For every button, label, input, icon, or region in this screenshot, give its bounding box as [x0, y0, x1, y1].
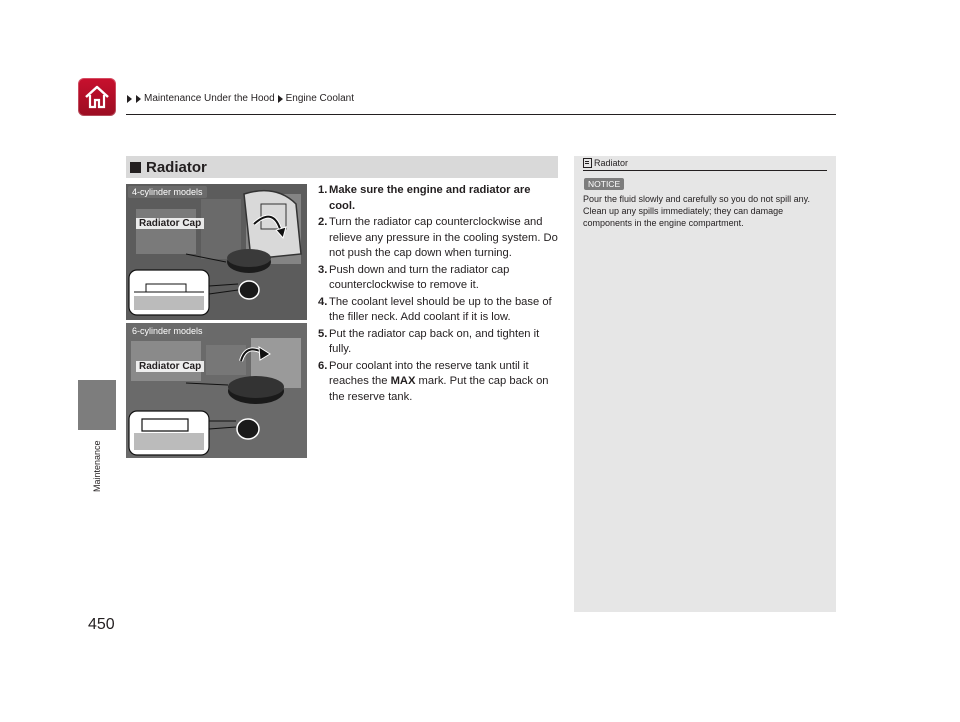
step-item: [318, 327, 558, 358]
page-number: 450: [88, 616, 115, 633]
reference-icon: [583, 158, 592, 168]
engine-illustration-6cyl: [126, 323, 307, 458]
step-number: 6.: [318, 359, 328, 372]
step-item: [318, 359, 558, 406]
breadcrumb-arrow-icon: [136, 95, 141, 103]
figure-6-cylinder: [126, 323, 307, 458]
step-text: [329, 359, 558, 406]
step-text: Make sure the engine and radiator are cool.: [329, 184, 531, 212]
section-square-icon: [130, 162, 141, 173]
step-number: 5.: [318, 327, 328, 340]
step-text: Push down and turn the radiator cap counterclockwise to remove it.: [329, 263, 510, 291]
figure-tag: 4-cylinder models: [128, 186, 207, 198]
step-text: Put the radiator cap back on, and tighten it fully.: [329, 327, 540, 355]
step-text-part: Pour coolant into the reserve tank until it reaches the: [329, 359, 529, 387]
section-title: Radiator: [146, 158, 207, 176]
breadcrumb: [126, 93, 354, 104]
step-item: [318, 295, 558, 326]
chapter-tab[interactable]: [78, 380, 116, 430]
max-mark-label: MAX: [390, 375, 416, 387]
home-button[interactable]: [78, 78, 116, 116]
breadcrumb-link-maintenance[interactable]: Maintenance Under the Hood: [144, 93, 275, 104]
chapter-label: Maintenance: [92, 440, 102, 492]
step-item: [318, 183, 558, 214]
callout-radiator-cap: Radiator Cap: [136, 218, 204, 229]
note-title[interactable]: [583, 158, 628, 168]
step-item: [318, 263, 558, 294]
header-divider: [126, 114, 836, 115]
procedure-steps: [318, 183, 558, 406]
step-text: Turn the radiator cap counterclockwise and relieve any pressure in the cooling system. Do not push the cap down when turning.: [329, 216, 558, 259]
engine-illustration-4cyl: [126, 184, 307, 320]
step-text: The coolant level should be up to the base of the filler neck. Add coolant if it is low.: [329, 295, 552, 323]
breadcrumb-arrow-icon: [278, 95, 283, 103]
note-title-text: Radiator: [594, 158, 629, 168]
breadcrumb-current[interactable]: Engine Coolant: [285, 93, 355, 104]
step-item: [318, 215, 558, 262]
callout-radiator-cap: Radiator Cap: [136, 361, 204, 372]
breadcrumb-arrow-icon: [127, 95, 132, 103]
step-number: 3.: [318, 263, 328, 276]
figure-tag: 6-cylinder models: [128, 325, 207, 337]
step-number: 1.: [318, 184, 328, 196]
notice-badge: NOTICE: [584, 178, 624, 190]
step-number: 2.: [318, 216, 328, 228]
notice-text: Pour the fluid slowly and carefully so you do not spill any. Clean up any spills immediately; they can damage components in the engine compartment.: [583, 194, 810, 228]
step-text-part: mark. Put the cap back on the reserve tank.: [329, 375, 549, 403]
section-heading: [126, 156, 558, 178]
figure-4-cylinder: [126, 184, 307, 320]
step-number: 4.: [318, 295, 328, 308]
note-divider: [583, 170, 827, 171]
